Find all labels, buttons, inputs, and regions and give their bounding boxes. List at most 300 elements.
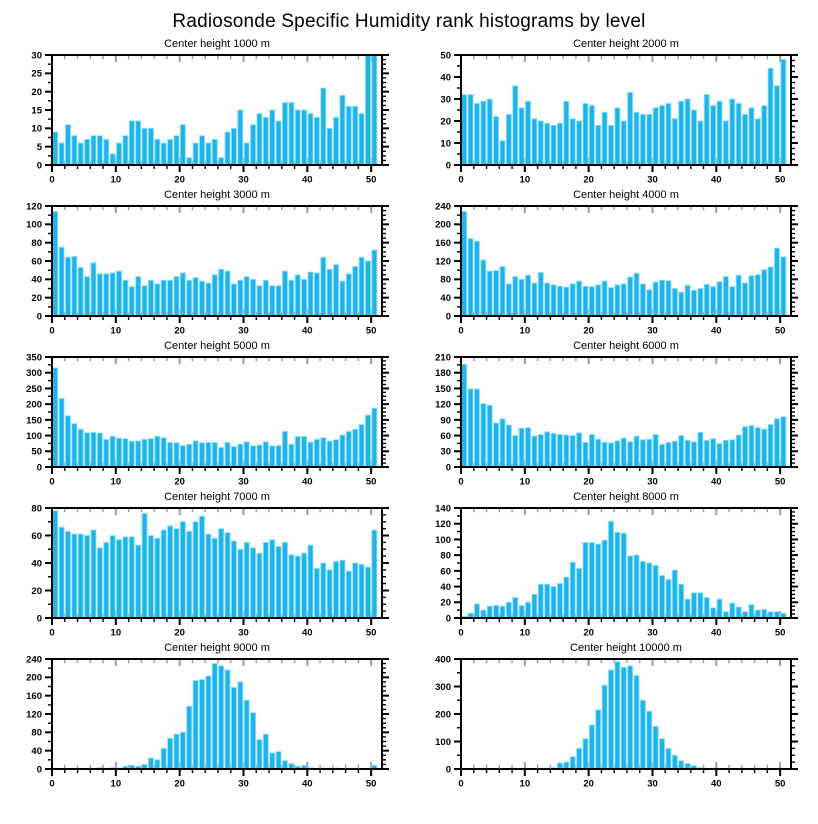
bar	[97, 433, 102, 467]
bar	[640, 114, 645, 165]
bars	[53, 212, 377, 317]
bar	[148, 758, 153, 769]
bar	[653, 726, 658, 769]
bar	[570, 119, 575, 165]
bar	[545, 123, 550, 165]
bar	[206, 676, 211, 769]
bar	[647, 563, 652, 618]
bar	[647, 439, 652, 467]
histogram-plot	[409, 490, 818, 641]
svg-text:140: 140	[435, 503, 451, 515]
bar	[583, 103, 588, 165]
svg-text:200: 200	[435, 219, 451, 231]
bar	[557, 435, 562, 467]
bar	[634, 676, 639, 770]
bar	[704, 598, 709, 618]
bar	[129, 441, 134, 467]
bar	[219, 529, 224, 618]
bar	[500, 141, 505, 165]
histogram-plot	[409, 188, 818, 339]
histogram-plot	[409, 37, 818, 188]
bar	[212, 664, 217, 769]
svg-text:120: 120	[26, 201, 42, 213]
bar	[634, 555, 639, 618]
svg-text:0: 0	[49, 174, 55, 186]
svg-text:20: 20	[174, 778, 185, 790]
bar	[474, 604, 479, 618]
svg-text:50: 50	[774, 778, 786, 790]
bar	[755, 610, 760, 618]
bar	[238, 280, 243, 316]
svg-text:0: 0	[36, 613, 42, 625]
bars	[462, 59, 786, 165]
bar	[506, 114, 511, 165]
bar	[589, 725, 594, 769]
bar	[532, 119, 537, 165]
bar	[660, 576, 665, 618]
bar	[372, 250, 377, 316]
bar	[142, 514, 147, 619]
bar	[334, 440, 339, 467]
bar	[117, 540, 122, 618]
svg-text:50: 50	[31, 446, 42, 458]
svg-text:180: 180	[435, 368, 451, 380]
bar	[506, 602, 511, 618]
bar	[609, 443, 614, 467]
bar	[526, 101, 531, 165]
bar	[564, 101, 569, 165]
bar	[755, 119, 760, 165]
bar	[513, 86, 518, 165]
panel-title: Center height 7000 m	[164, 491, 270, 503]
bar	[615, 108, 620, 165]
bar	[596, 544, 601, 618]
bar	[295, 556, 300, 618]
bar	[142, 286, 147, 316]
bar	[270, 753, 275, 769]
bar	[53, 368, 58, 467]
svg-text:10: 10	[110, 778, 122, 790]
bar	[494, 605, 499, 618]
histogram-plot	[0, 188, 409, 339]
bar	[148, 280, 153, 316]
bar	[749, 108, 754, 165]
bar	[193, 681, 198, 769]
bar	[506, 425, 511, 467]
svg-text:50: 50	[365, 325, 377, 337]
bar	[500, 419, 505, 467]
svg-text:0: 0	[36, 160, 42, 172]
bar	[768, 425, 773, 467]
svg-text:10: 10	[110, 627, 122, 639]
bar	[736, 435, 741, 467]
bar	[200, 443, 205, 467]
bar	[282, 103, 287, 165]
histogram-panel-6	[409, 339, 818, 490]
svg-text:20: 20	[174, 476, 185, 488]
bar	[129, 287, 134, 316]
bar	[736, 103, 741, 165]
bar	[736, 607, 741, 618]
bar	[526, 602, 531, 618]
bar	[583, 543, 588, 618]
bar	[251, 125, 256, 165]
svg-text:300: 300	[26, 368, 42, 380]
svg-text:0: 0	[49, 627, 55, 639]
bar	[621, 284, 626, 316]
bar	[117, 438, 122, 467]
bar	[91, 530, 96, 618]
bar	[289, 280, 294, 316]
svg-text:80: 80	[31, 238, 42, 250]
svg-text:40: 40	[440, 72, 451, 84]
svg-text:120: 120	[26, 709, 42, 721]
bar	[244, 277, 249, 316]
bar	[193, 522, 198, 618]
svg-text:40: 40	[711, 476, 722, 488]
bar	[359, 114, 364, 165]
bar	[91, 136, 96, 165]
bar	[187, 531, 192, 618]
bar	[302, 110, 307, 165]
histogram-plot	[0, 37, 409, 188]
svg-text:20: 20	[583, 325, 594, 337]
bar	[251, 713, 256, 769]
bar	[212, 139, 217, 165]
bar	[551, 587, 556, 618]
bar	[219, 269, 224, 316]
bar	[577, 748, 582, 769]
bar	[65, 257, 70, 316]
bar	[289, 444, 294, 467]
svg-text:20: 20	[440, 597, 451, 609]
bar	[282, 761, 287, 769]
bar	[206, 442, 211, 467]
bar	[85, 277, 90, 316]
bar	[615, 285, 620, 316]
bar	[148, 536, 153, 619]
bar	[327, 128, 332, 165]
svg-text:40: 40	[711, 778, 722, 790]
bar	[762, 609, 767, 618]
bar	[353, 429, 358, 467]
bar	[532, 594, 537, 618]
bar	[481, 404, 486, 467]
bar	[110, 436, 115, 467]
bar	[123, 136, 128, 165]
bar	[219, 448, 224, 467]
bar	[691, 290, 696, 316]
bar	[314, 569, 319, 619]
bar	[346, 274, 351, 316]
bar	[231, 687, 236, 769]
bar	[174, 277, 179, 316]
bar	[596, 710, 601, 769]
bar	[672, 755, 677, 769]
bar	[334, 265, 339, 316]
svg-text:50: 50	[365, 476, 377, 488]
bar	[500, 606, 505, 618]
svg-text:0: 0	[445, 311, 451, 323]
bar	[672, 119, 677, 165]
bar	[372, 530, 377, 618]
bar	[65, 416, 70, 467]
bar	[640, 440, 645, 467]
bar	[282, 431, 287, 467]
bar	[276, 446, 281, 467]
bar	[481, 260, 486, 316]
svg-text:350: 350	[26, 352, 42, 364]
bar	[621, 533, 626, 618]
svg-text:0: 0	[458, 325, 464, 337]
bar	[557, 286, 562, 316]
svg-text:50: 50	[440, 50, 451, 62]
bar	[257, 114, 262, 165]
bar	[596, 285, 601, 316]
bar	[532, 436, 537, 467]
svg-text:30: 30	[647, 174, 658, 186]
bar	[679, 584, 684, 618]
svg-text:90: 90	[440, 415, 451, 427]
svg-text:200: 200	[435, 709, 451, 721]
svg-text:30: 30	[238, 325, 249, 337]
bar	[117, 143, 122, 165]
bar	[557, 583, 562, 618]
bar	[602, 112, 607, 165]
bar	[225, 442, 230, 467]
bar	[161, 530, 166, 618]
bar	[698, 432, 703, 467]
bar	[589, 287, 594, 316]
histogram-plot	[0, 490, 409, 641]
bar	[231, 284, 236, 316]
bar	[244, 542, 249, 618]
bar	[462, 95, 467, 165]
bar	[263, 117, 268, 165]
bar	[609, 670, 614, 769]
bar	[577, 281, 582, 316]
bar	[679, 761, 684, 769]
bar	[353, 563, 358, 618]
bar	[302, 553, 307, 618]
svg-text:150: 150	[435, 383, 451, 395]
bar	[168, 280, 173, 316]
svg-text:20: 20	[31, 293, 42, 305]
bar	[570, 436, 575, 467]
svg-text:80: 80	[31, 503, 42, 515]
bar	[85, 139, 90, 165]
bar	[263, 734, 268, 769]
svg-text:100: 100	[26, 430, 42, 442]
bar	[225, 670, 230, 769]
svg-text:60: 60	[440, 430, 451, 442]
bar	[263, 442, 268, 467]
svg-text:30: 30	[31, 50, 42, 62]
bar	[359, 257, 364, 316]
bar	[308, 442, 313, 467]
bar	[487, 606, 492, 618]
bar	[327, 570, 332, 618]
svg-text:20: 20	[583, 778, 594, 790]
bar	[282, 271, 287, 316]
bar	[589, 435, 594, 467]
bar	[180, 125, 185, 165]
panel-title: Center height 8000 m	[573, 491, 679, 503]
bar	[180, 273, 185, 316]
svg-text:40: 40	[302, 325, 313, 337]
bar	[302, 437, 307, 467]
bar	[340, 435, 345, 467]
bar	[168, 526, 173, 618]
bar	[97, 548, 102, 618]
bar	[704, 440, 709, 467]
svg-text:10: 10	[110, 174, 122, 186]
bar	[519, 428, 524, 467]
bar	[679, 292, 684, 316]
bar	[589, 543, 594, 618]
bar	[155, 538, 160, 618]
bar	[685, 440, 690, 467]
bar	[634, 112, 639, 165]
bar	[123, 439, 128, 467]
bar	[526, 428, 531, 467]
bar	[244, 700, 249, 769]
bar	[774, 419, 779, 467]
bar	[462, 212, 467, 317]
bar	[97, 274, 102, 316]
bar	[365, 415, 370, 467]
bar	[672, 570, 677, 618]
bar	[711, 439, 716, 467]
svg-text:0: 0	[458, 627, 464, 639]
bar	[346, 106, 351, 165]
panel-title: Center height 1000 m	[164, 38, 270, 50]
bar	[723, 440, 728, 467]
bar	[672, 441, 677, 467]
bar	[238, 682, 243, 769]
bar	[238, 110, 243, 165]
bar	[634, 436, 639, 467]
bar	[104, 274, 109, 316]
bar	[666, 103, 671, 165]
inner-ticks	[52, 660, 371, 768]
svg-text:30: 30	[647, 627, 658, 639]
bar	[660, 106, 665, 165]
bar	[59, 247, 64, 316]
bar	[346, 431, 351, 467]
bar	[698, 289, 703, 317]
bar	[583, 442, 588, 467]
svg-text:5: 5	[36, 142, 42, 154]
svg-text:120: 120	[435, 519, 451, 531]
bar	[474, 103, 479, 165]
svg-text:10: 10	[519, 778, 531, 790]
svg-text:50: 50	[774, 325, 786, 337]
svg-text:100: 100	[435, 736, 451, 748]
histogram-panel-10	[409, 641, 818, 792]
bar	[628, 92, 633, 165]
bar	[372, 55, 377, 165]
bars	[462, 521, 786, 618]
histogram-panel-8	[409, 490, 818, 641]
bar	[340, 95, 345, 165]
histogram-panel-9	[0, 641, 409, 792]
bar	[308, 114, 313, 165]
bars	[53, 55, 377, 165]
bars	[462, 364, 786, 467]
bar	[647, 290, 652, 316]
svg-text:0: 0	[445, 160, 451, 172]
bar	[749, 605, 754, 618]
bar	[123, 280, 128, 316]
bar	[755, 428, 760, 467]
bar	[334, 117, 339, 165]
bar	[628, 666, 633, 769]
bar	[602, 442, 607, 467]
inner-ticks	[461, 660, 780, 768]
bar	[621, 667, 626, 769]
bar	[72, 256, 77, 316]
bar	[200, 516, 205, 618]
bar	[251, 279, 256, 316]
panel-title: Center height 3000 m	[164, 189, 270, 201]
svg-text:10: 10	[519, 174, 531, 186]
bar	[538, 121, 543, 165]
bar	[679, 101, 684, 165]
bar	[545, 432, 550, 467]
bar	[314, 439, 319, 467]
svg-text:0: 0	[49, 476, 55, 488]
bar	[353, 106, 358, 165]
bar	[660, 739, 665, 769]
panel-title: Center height 5000 m	[164, 340, 270, 352]
bar	[564, 577, 569, 618]
bar	[474, 241, 479, 316]
histogram-panel-5	[0, 339, 409, 490]
bar	[551, 433, 556, 467]
svg-text:400: 400	[435, 654, 451, 666]
bar	[200, 281, 205, 316]
bar	[187, 444, 192, 467]
bar	[129, 121, 134, 165]
bar	[365, 567, 370, 618]
bar	[334, 562, 339, 618]
bar	[723, 277, 728, 316]
svg-text:0: 0	[445, 462, 451, 474]
svg-text:0: 0	[445, 613, 451, 625]
bar	[295, 437, 300, 467]
bar	[53, 212, 58, 317]
bar	[583, 739, 588, 769]
svg-text:0: 0	[445, 764, 451, 776]
bar	[609, 521, 614, 618]
bar	[238, 549, 243, 618]
bar	[117, 271, 122, 316]
bar	[660, 280, 665, 316]
bar	[257, 553, 262, 618]
bar	[129, 537, 134, 618]
figure-title: Radiosonde Specific Humidity rank histograms by level	[172, 11, 646, 32]
svg-text:240: 240	[435, 201, 451, 213]
bar	[289, 103, 294, 165]
bar	[602, 281, 607, 316]
bar	[244, 442, 249, 467]
bar	[628, 556, 633, 618]
bar	[59, 398, 64, 467]
bar	[494, 271, 499, 316]
bar	[225, 533, 230, 618]
bar	[551, 285, 556, 316]
